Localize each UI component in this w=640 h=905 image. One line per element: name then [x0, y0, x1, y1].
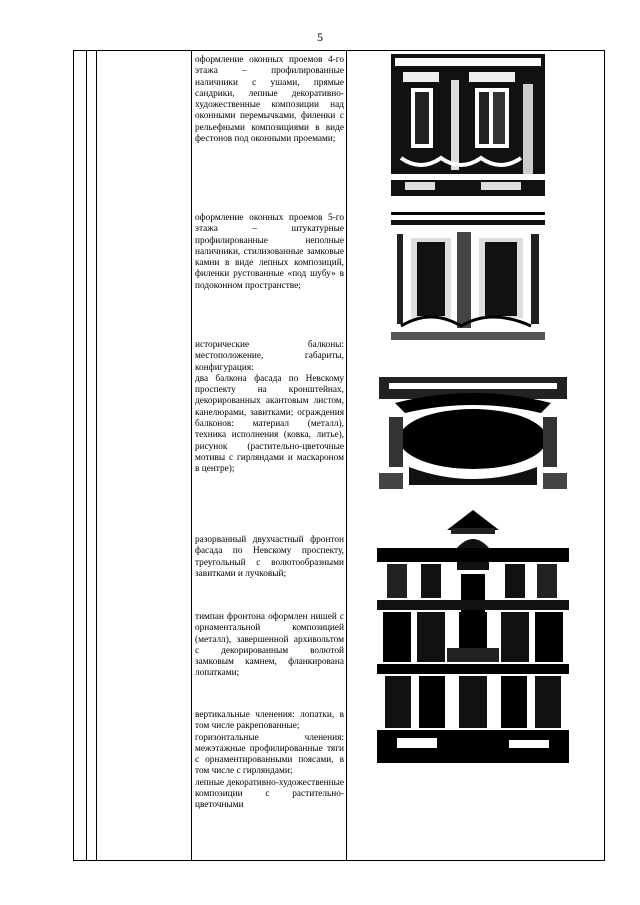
row-tympanum — [195, 612, 344, 680]
paragraph: вертикальные членения: лопатки, в том числе ракрепованные; — [195, 710, 344, 732]
row-windows-5th-floor — [195, 213, 344, 292]
column-divider-2 — [96, 51, 97, 860]
paragraph: два балкона фасада по Невскому проспекту на кронштейнах, декорированных акантовым листом, канелюрами, завитками; ограждения балконов: материал (металл), техника исполнения (ковка, литье), рисунок (растительно-цветочные мотивы с гирляндами и маскароном в центре); — [195, 373, 344, 475]
facade-photo-balcony — [379, 377, 567, 489]
row-pediment — [195, 535, 344, 580]
row-windows-4th-floor — [195, 55, 344, 145]
column-divider-4 — [346, 51, 347, 860]
table — [73, 50, 605, 861]
paragraph: тимпан фронтона оформлен нишей с орнаментальной композицией (металл), завершенной архивольтом с декорированным волютой замковым камнем, фланкирована лопатками; — [195, 612, 344, 679]
column-divider-1 — [86, 51, 87, 860]
paragraph: оформление оконных проемов 5-го этажа – штукатурные профилированные неполные наличники, стилизованные замковые камни в виде лепных композиций, филенки рустованные «под шубу» в подоконном пространстве; — [195, 213, 344, 291]
paragraph: горизонтальные членения: межэтажные профилированные тяги с орнаментированными поясами, в том числе с гирляндами; — [195, 732, 344, 777]
row-balconies — [195, 340, 344, 476]
row-divisions — [195, 710, 344, 812]
facade-photo-pediment — [377, 508, 569, 763]
facade-photo-window-4th-floor — [391, 54, 545, 196]
column-divider-3 — [191, 51, 192, 860]
paragraph: исторические балконы: местоположение, габариты, конфигурация: — [195, 340, 344, 373]
paragraph: разорванный двухчастный фронтон фасада по Невскому проспекту, треугольный с волютообразными завитками и лучковый; — [195, 535, 344, 579]
page-number: 5 — [317, 30, 323, 44]
paragraph: лепные декоративно-художественные композиции с растительно-цветочными — [195, 777, 344, 811]
facade-photo-window-5th-floor — [391, 212, 545, 340]
paragraph: оформление оконных проемов 4-го этажа – профилированные наличники с ушами, прямые сандрики, лепные декоративно-художественные композиции над оконными перемычками, филенки с рельефными композициями в виде фестонов под оконными проемами; — [195, 55, 344, 145]
